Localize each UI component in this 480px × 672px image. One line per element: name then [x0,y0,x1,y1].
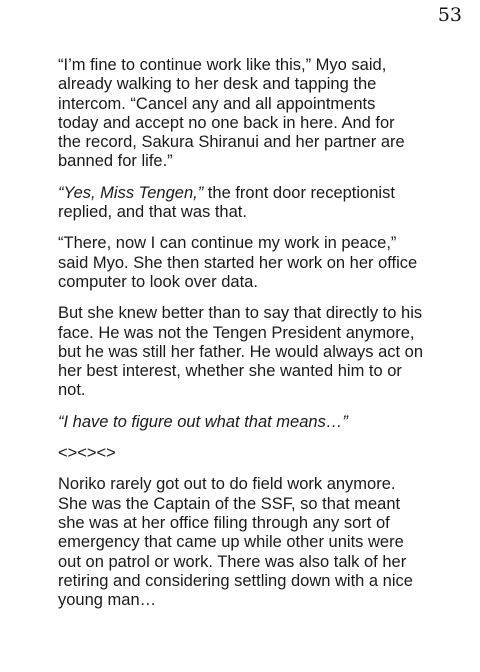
text-line: today and accept no one back in here. And for [58,113,395,132]
page-number: 53 [437,4,462,26]
text-line: young man… [58,591,157,610]
text-line: the record, Sakura Shiranui and her partner are [58,133,405,152]
text-line: she was at her office filing through any sort of [58,513,390,532]
text-line: her best interest, whether she wanted him to or [58,362,402,381]
text-line: already walking to her desk and tapping the [58,75,377,94]
text-line: but he was still her father. He would always act on [58,342,424,361]
text-line: retiring and considering settling down with a nice [58,571,413,590]
paragraph-5 [58,413,438,432]
paragraph-3 [58,234,438,292]
text-line: replied, and that was that. [58,203,247,222]
text-line: Noriko rarely got out to do field work anymore. [58,475,396,494]
paragraph-7 [58,475,438,610]
text-line: said Myo. She then started her work on her office [58,253,418,272]
text-line: not. [58,381,86,400]
text-line [58,184,438,203]
text-line: She was the Captain of the SSF, so that meant [58,494,401,513]
italic-dialogue: “Yes, Miss Tengen,” [58,183,204,202]
scene-break [58,444,438,463]
text-line: out on patrol or work. There was also talk of her [58,552,407,571]
text-line: “There, now I can continue my work in peace,” [58,234,397,253]
text-line: banned for life.” [58,152,173,171]
text-segment: the front door receptionist [203,183,395,202]
text-line: emergency that came up while other units were [58,533,404,552]
text-line: computer to look over data. [58,272,258,291]
text-line: “I’m fine to continue work like this,” Myo said, [58,56,387,74]
text-line: intercom. “Cancel any and all appointments [58,94,376,113]
text-line: But she knew better than to say that directly to his [58,304,423,323]
scene-break-marker: <><><> [58,444,116,463]
text-line: face. He was not the Tengen President anymore, [58,323,415,342]
paragraph-2 [58,184,438,223]
page-body [58,56,438,622]
italic-thought: “I have to figure out what that means…” [58,412,348,431]
paragraph-4 [58,304,438,400]
paragraph-1 [58,56,438,172]
